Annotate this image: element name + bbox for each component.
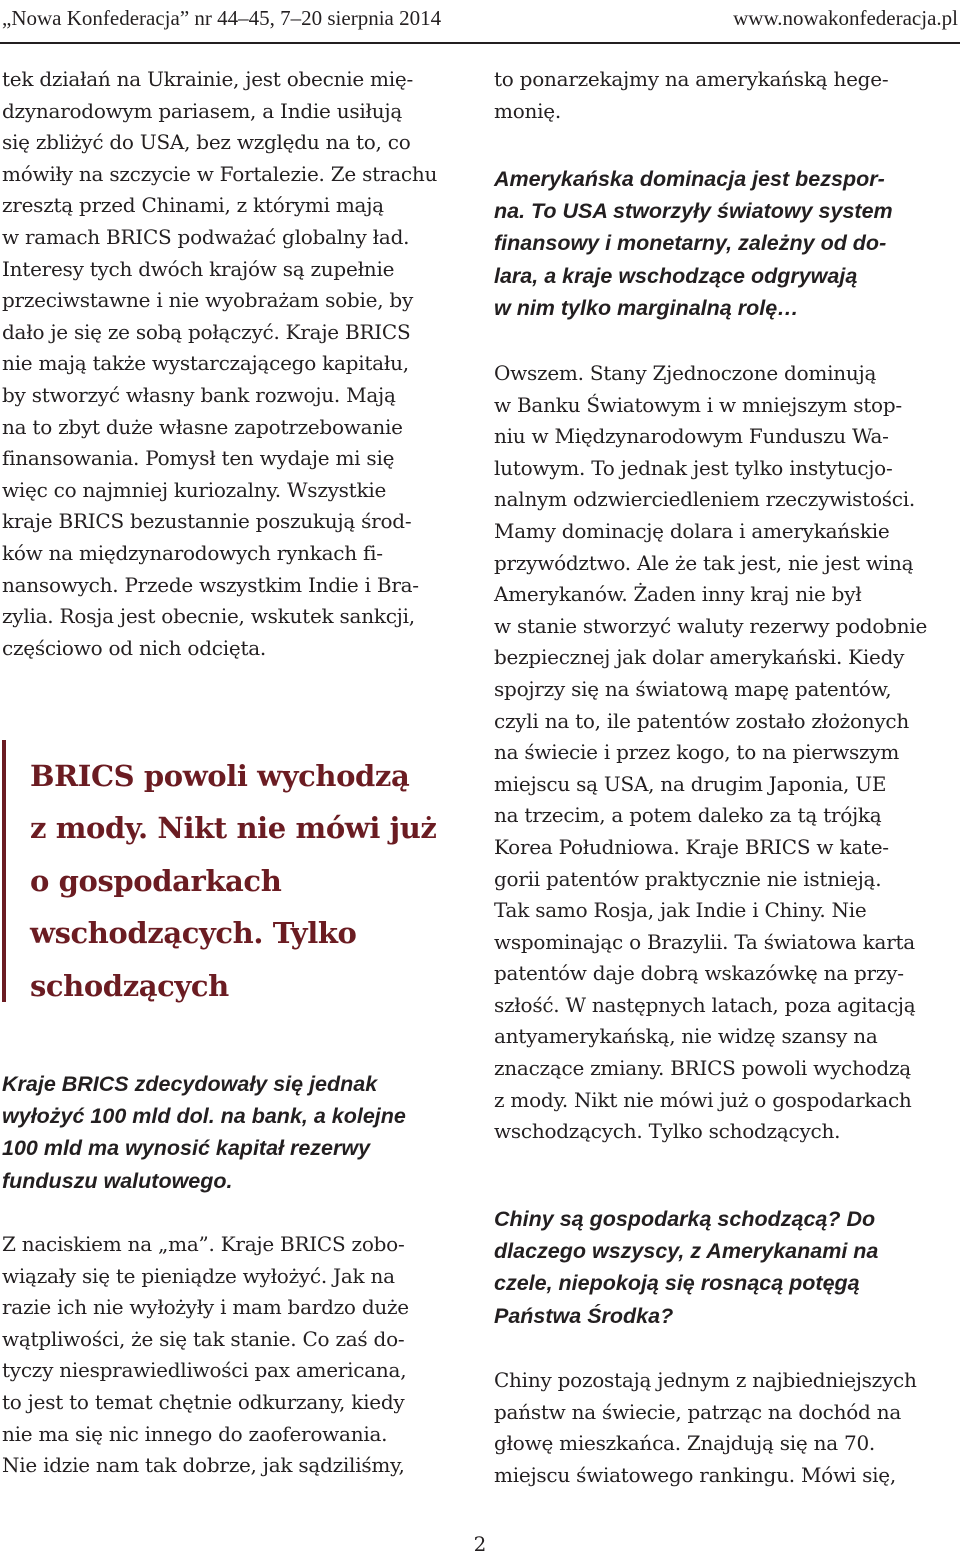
publication-title: „Nowa Konfederacja” nr 44–45, 7–20 sierpnia 2014: [2, 6, 442, 30]
text-line: wschodzących. Tylko schodzących.: [494, 1119, 841, 1144]
text-line: patentów daje dobrą wskazówkę na przy-: [494, 961, 904, 986]
text-line: monię.: [494, 98, 561, 123]
text-line: się zbliżyć do USA, bez względu na to, co: [2, 130, 411, 155]
text-line: niu w Międzynarodowym Funduszu Wa-: [494, 424, 889, 449]
text-line: dało je się ze sobą połączyć. Kraje BRICS: [2, 319, 411, 344]
text-line: miejscu są USA, na drugim Japonia, UE: [494, 771, 887, 796]
text-line: 100 mld ma wynosić kapitał rezerwy: [2, 1136, 371, 1161]
text-line: Owszem. Stany Zjednoczone dominują: [494, 361, 877, 385]
text-line: Interesy tych dwóch krajów są zupełnie: [2, 256, 395, 281]
text-line: wiązały się te pieniądze wyłożyć. Jak na: [2, 1263, 395, 1288]
text-line: Z naciskiem na „ma”. Kraje BRICS zobo-: [2, 1232, 405, 1256]
text-line: spojrzy się na światową mapę patentów,: [494, 676, 892, 701]
running-header: [0, 0, 960, 44]
text-line: dzynarodowym pariasem, a Indie usiłują: [2, 98, 403, 123]
text-line: głowę mieszkańca. Znajdują się na 70.: [494, 1431, 876, 1456]
text-line: na. To USA stworzyły światowy system: [494, 199, 893, 224]
text-line: lara, a kraje wschodzące odgrywają: [494, 263, 858, 288]
text-line: ków na międzynarodowych rynkach fi-: [2, 540, 383, 565]
text-line: Chiny są gospodarką schodzącą? Do: [494, 1207, 876, 1231]
text-line: na świecie i przez kogo, to na pierwszym: [494, 740, 900, 765]
text-line: nie mają także wystarczającego kapitału,: [2, 351, 409, 376]
header-rule: [0, 42, 960, 44]
text-line: częściowo od nich odcięta.: [2, 635, 267, 660]
text-line: mówiły na szczycie w Fortalezie. Ze strachu: [2, 161, 438, 186]
text-line: w nim tylko marginalną rolę…: [494, 295, 799, 320]
text-line: BRICS powoli wychodzą: [30, 759, 410, 793]
text-line: wyłożyć 100 mld dol. na bank, a kolejne: [2, 1104, 406, 1129]
text-line: czele, niepokoją się rosnącą potęgą: [494, 1271, 860, 1296]
pull-quote-text: [30, 750, 437, 1012]
text-line: lutowym. To jednak jest tylko instytucjo-: [494, 455, 893, 480]
text-line: zresztą przed Chinami, z którymi mają: [2, 193, 384, 218]
text-line: miejscu światowego rankingu. Mówi się,: [494, 1462, 896, 1487]
text-line: Państwa Środka?: [494, 1303, 674, 1328]
text-line: schodzących: [30, 968, 229, 1003]
text-line: z mody. Nikt nie mówi już: [30, 811, 437, 846]
text-line: więc co najmniej kuriozalny. Wszystkie: [2, 477, 387, 502]
text-line: dlaczego wszyscy, z Amerykanami na: [494, 1239, 879, 1264]
paragraph-right-2: [494, 358, 927, 1148]
text-line: wątpliwości, że się tak stanie. Co zaś do-: [2, 1326, 405, 1351]
text-line: Mamy dominację dolara i amerykańskie: [494, 518, 890, 543]
page-number: 2: [473, 1532, 487, 1556]
paragraph-left-1: [2, 64, 437, 664]
text-line: znaczące zmiany. BRICS powoli wychodzą: [494, 1056, 911, 1081]
text-line: tek działań na Ukrainie, jest obecnie mię-: [2, 67, 414, 91]
text-line: gorii patentów praktycznie nie istnieją.: [494, 866, 882, 891]
text-line: przywództwo. Ale że tak jest, nie jest winą: [494, 550, 914, 575]
text-line: Amerykanów. Żaden inny kraj nie był: [494, 582, 862, 607]
text-line: nie ma się nic innego do zaoferowania.: [2, 1421, 388, 1446]
interview-question-right-1: [494, 163, 893, 324]
text-line: Tak samo Rosja, jak Indie i Chiny. Nie: [494, 898, 867, 923]
text-line: by stworzyć własny bank rozwoju. Mają: [2, 382, 396, 407]
pull-quote: [2, 740, 468, 1002]
paragraph-left-2: [2, 1229, 409, 1482]
text-line: z mody. Nikt nie mówi już o gospodarkach: [494, 1087, 912, 1112]
text-line: to jest to temat chętnie odkurzany, kiedy: [2, 1389, 405, 1414]
text-line: Kraje BRICS zdecydowały się jednak: [2, 1072, 378, 1096]
text-line: Nie idzie nam tak dobrze, jak sądziliśmy,: [2, 1453, 405, 1478]
text-line: antyamerykańską, nie widzę szansy na: [494, 1024, 878, 1049]
text-line: Amerykańska dominacja jest bezspor-: [494, 167, 885, 191]
text-line: Korea Południowa. Kraje BRICS w kate-: [494, 834, 889, 859]
text-line: finansowania. Pomysł ten wydaje mi się: [2, 446, 395, 471]
text-line: przeciwstawne i nie wyobrażam sobie, by: [2, 288, 414, 313]
text-line: finansowy i monetarny, zależny od do-: [494, 231, 887, 256]
text-line: zylia. Rosja jest obecnie, wskutek sankcji,: [2, 604, 415, 629]
paragraph-right-3: [494, 1365, 917, 1491]
text-line: szłość. W następnych latach, poza agitacją: [494, 992, 916, 1017]
text-line: czyli na to, ile patentów zostało złożonych: [494, 708, 910, 733]
text-line: to ponarzekajmy na amerykańską hege-: [494, 67, 889, 91]
text-line: na to zbyt duże własne zapotrzebowanie: [2, 414, 403, 439]
pull-quote-bar: [2, 740, 6, 1002]
text-line: w ramach BRICS podważać globalny ład.: [2, 224, 410, 249]
interview-question-right-2: [494, 1203, 878, 1332]
text-line: wspominając o Brazylii. Ta światowa karta: [494, 929, 915, 954]
text-line: wschodzących. Tylko: [30, 916, 357, 951]
text-line: w stanie stworzyć waluty rezerwy podobnie: [494, 613, 928, 638]
interview-question-left: [2, 1068, 406, 1197]
text-line: nalnym odzwierciedleniem rzeczywistości.: [494, 487, 915, 512]
text-line: państw na świecie, patrząc na dochód na: [494, 1399, 901, 1424]
text-line: w Banku Światowym i w mniejszym stop-: [494, 392, 902, 417]
paragraph-right-1: [494, 64, 888, 127]
text-line: funduszu walutowego.: [2, 1168, 233, 1193]
text-line: o gospodarkach: [30, 863, 282, 898]
text-line: bezpiecznej jak dolar amerykański. Kiedy: [494, 645, 905, 670]
text-line: Chiny pozostają jednym z najbiedniejszych: [494, 1368, 917, 1392]
text-line: nansowych. Przede wszystkim Indie i Bra-: [2, 572, 419, 597]
text-line: tyczy niesprawiedliwości pax americana,: [2, 1358, 407, 1383]
text-line: na trzecim, a potem daleko za tą trójką: [494, 803, 882, 828]
text-line: razie ich nie wyłożyły i mam bardzo duże: [2, 1295, 409, 1320]
website-link[interactable]: www.nowakonfederacja.pl: [733, 6, 958, 30]
text-line: kraje BRICS bezustannie poszukują środ-: [2, 509, 412, 534]
